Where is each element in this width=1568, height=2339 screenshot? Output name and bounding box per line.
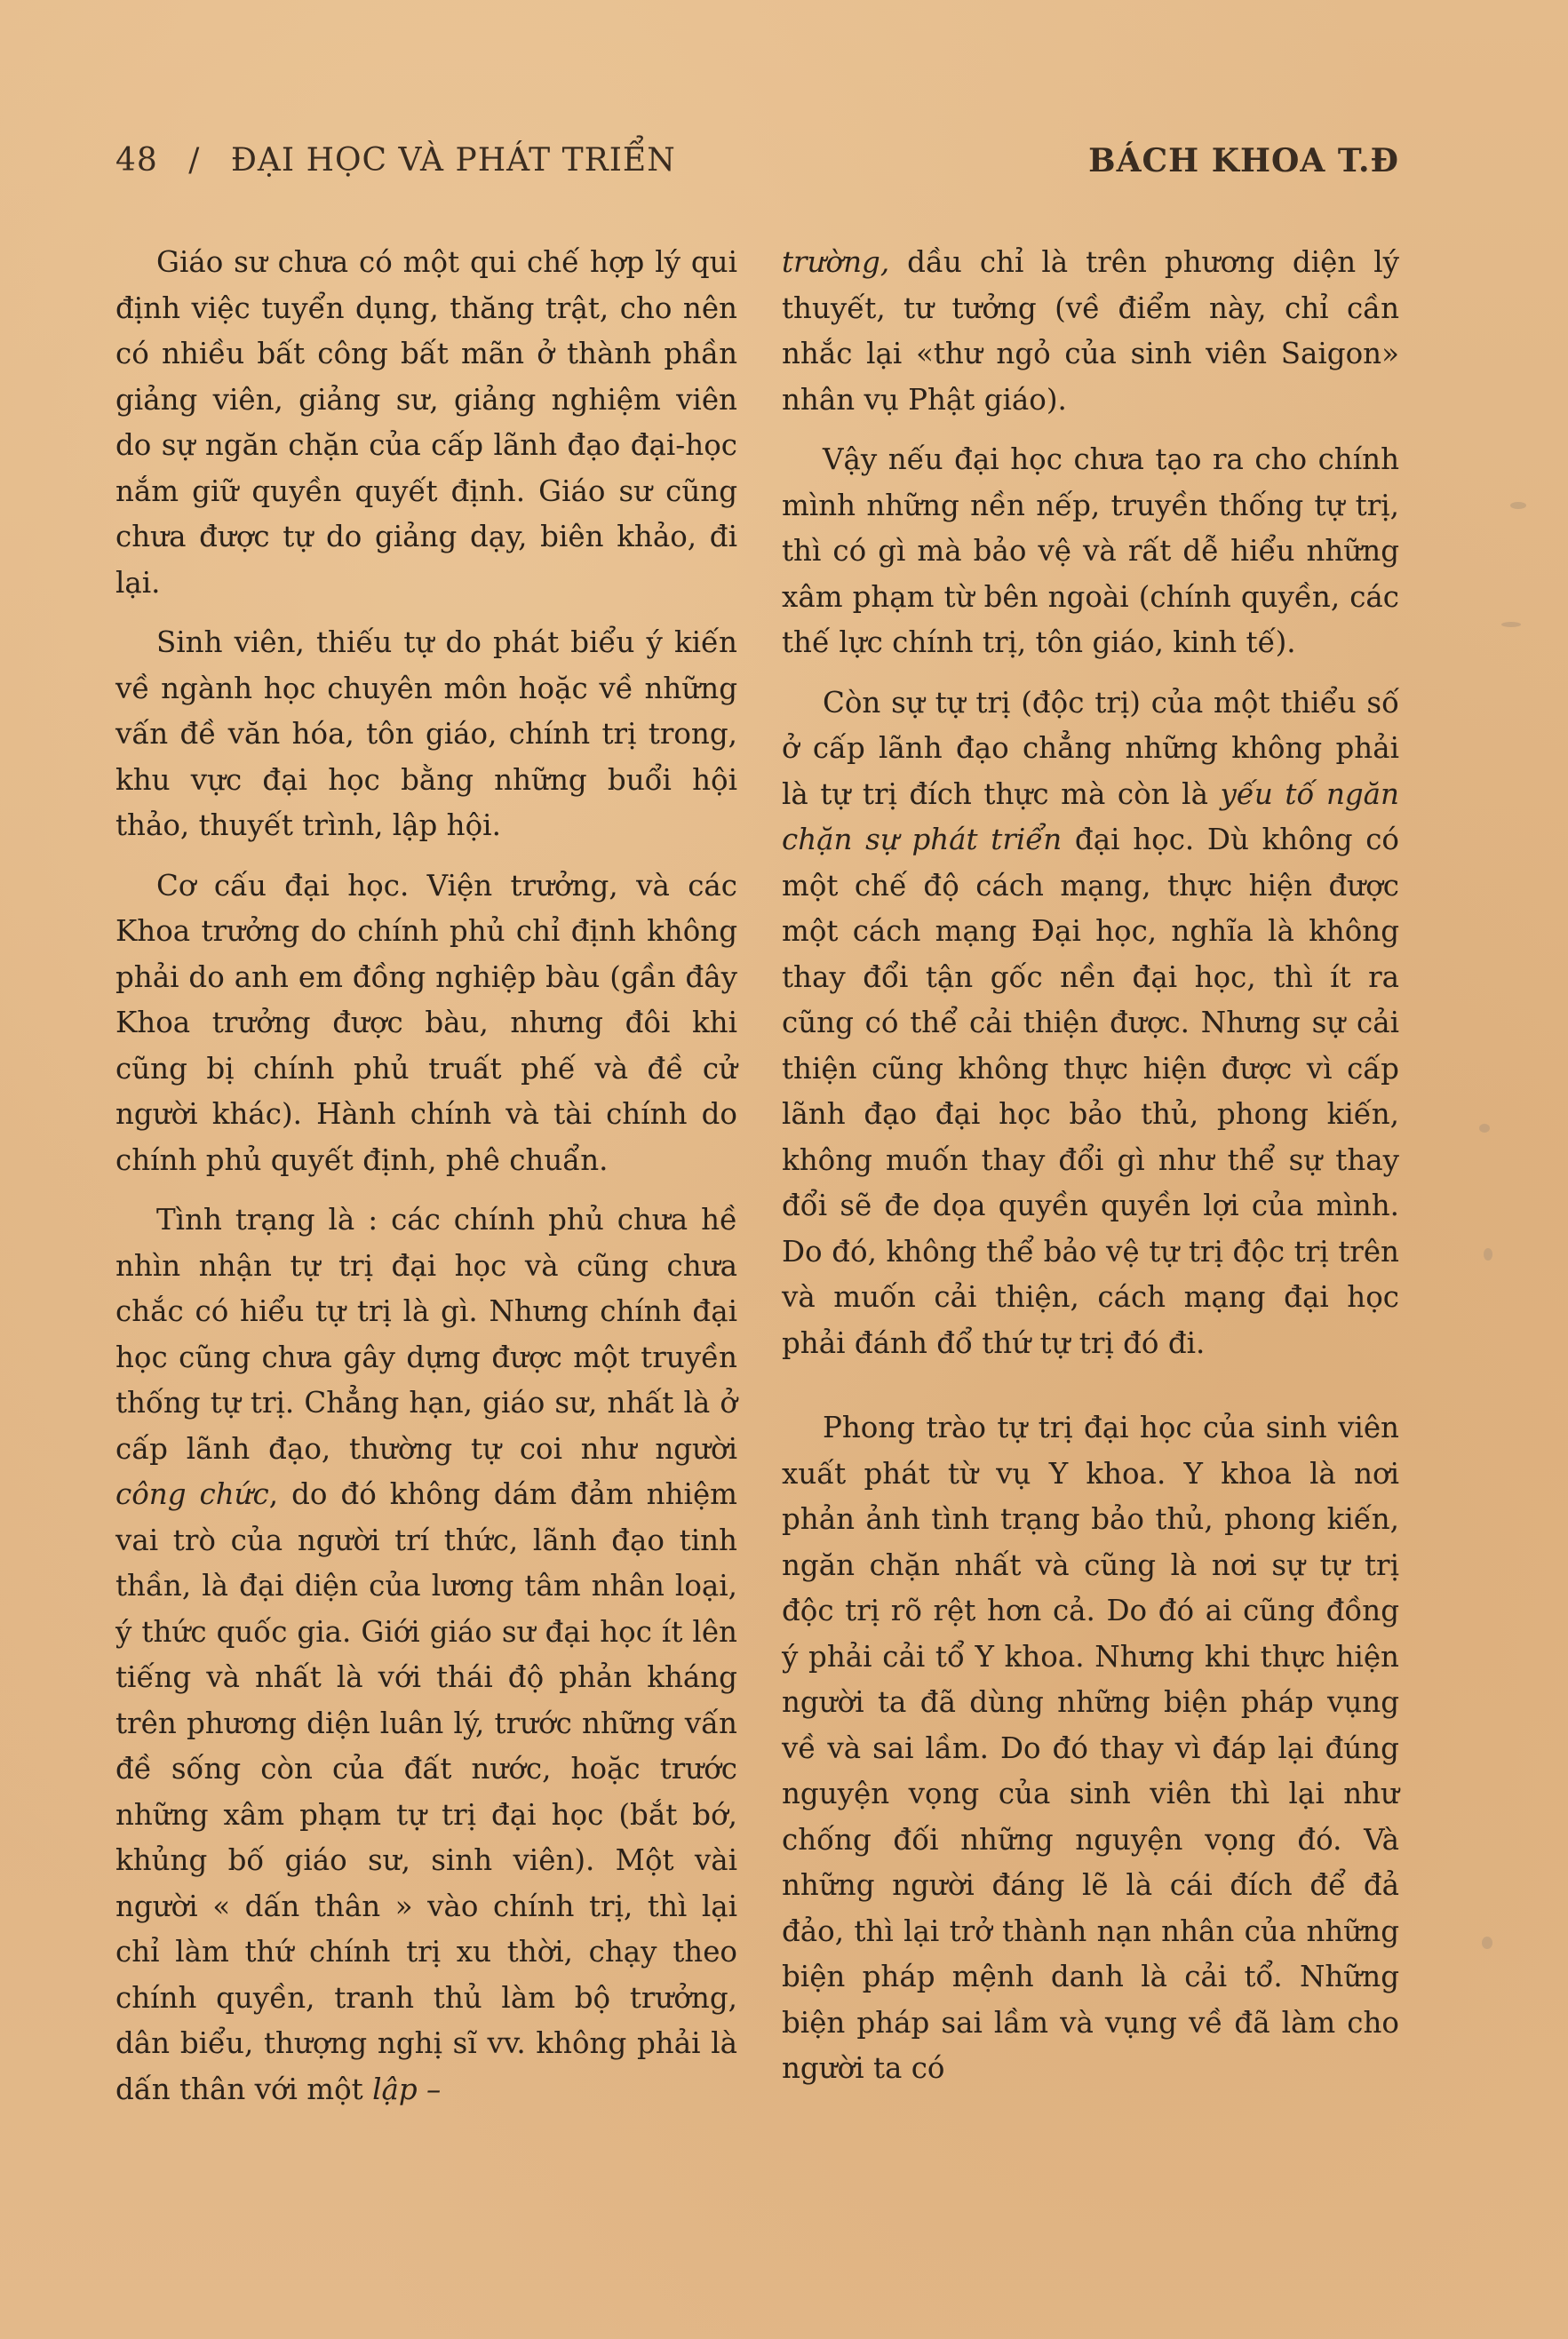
paragraph-students: Sinh viên, thiếu tự do phát biểu ý kiến về ngành học chuyên môn hoặc về những vấn đề văn hóa, tôn giáo, chính trị trong, khu vực đại học bằng những buổi hội thảo, thuyết trình, lập hội.	[115, 625, 737, 842]
page-number: 48	[115, 142, 158, 179]
right-column	[782, 240, 1399, 2106]
emphasis-text: yếu tố ngăn chặn sự phát triển	[782, 776, 1399, 856]
section-title: ĐẠI HỌC VÀ PHÁT TRIỂN	[230, 142, 676, 179]
emphasis-text: công chức	[115, 1477, 269, 1511]
paragraph-professors: Giáo sư chưa có một qui chế hợp lý qui định việc tuyển dụng, thăng trật, cho nên có nhiều bất công bất mãn ở thành phần giảng viên, giảng sư, giảng nghiệm viên do sự ngăn chặn của cấp lãnh đạo đại-học nắm giữ quyền quyết định. Giáo sư cũng chưa được tự do giảng dạy, biên khảo, đi lại.	[115, 245, 737, 600]
paragraph-situation	[115, 1197, 737, 2112]
text-run: Tình trạng là : các chính phủ chưa hề nhìn nhận tự trị đại học và cũng chưa chắc có hiểu tự trị là gì. Nhưng chính đại học cũng chưa gây dựng được một truyền thống tự trị. Chẳng hạn, giáo sư, nhất là ở cấp lãnh đạo, thường tự coi như người	[115, 1203, 737, 1466]
paragraph-movement: Phong trào tự trị đại học của sinh viên xuất phát từ vụ Y khoa. Y khoa là nơi phản ảnh tình trạng bảo thủ, phong kiến, ngăn chặn nhất và cũng là nơi sự tự trị độc trị rõ rệt hơn cả. Do đó ai cũng đồng ý phải cải tổ Y khoa. Nhưng khi thực hiện người ta đã dùng những biện pháp vụng về và sai lầm. Do đó thay vì đáp lại đúng nguyện vọng của sinh viên thì lại như chống đối những nguyện vọng đó. Và những người đáng lẽ là cái đích để đả đảo, thì lại trở thành nạn nhân của những biện pháp mệnh danh là cải tổ. Những biện pháp sai lầm và vụng về đã làm cho người ta có	[782, 1411, 1399, 2085]
text-run: , do đó không dám đảm nhiệm vai trò của người trí thức, lãnh đạo tinh thần, là đại diện của lương tâm nhân loại, ý thức quốc gia. Giới giáo sư đại học ít lên tiếng và nhất là với thái độ phản kháng trên phương diện luân lý, trước những vấn đề sống còn của đất nước, hoặc trước những xâm phạm tự trị đại học (bắt bớ, khủng bố giáo sư, sinh viên). Một vài người « dấn thân » vào chính trị, thì lại chỉ làm thứ chính trị xu thời, chạy theo chính quyền, tranh thủ làm bộ trưởng, dân biểu, thượng nghị sĩ vv. không phải là dấn thân với một	[115, 1477, 737, 2106]
paragraph-tradition: Vậy nếu đại học chưa tạo ra cho chính mình những nền nếp, truyền thống tự trị, thì có gì mà bảo vệ và rất dễ hiểu những xâm phạm từ bên ngoài (chính quyền, các thế lực chính trị, tôn giáo, kinh tế).	[782, 442, 1399, 659]
paper-spot	[1510, 502, 1526, 509]
running-header	[115, 142, 1399, 187]
text-run: đại học. Dù không có một chế độ cách mạng, thực hiện được một cách mạng Đại học, nghĩa là không thay đổi tận gốc nền đại học, thì ít ra cũng có thể cải thiện được. Nhưng sự cải thiện cũng không thực hiện được vì cấp lãnh đạo đại học bảo thủ, phong kiến, không muốn thay đổi gì như thể sự thay đổi sẽ đe dọa quyền quyền lợi của mình. Do đó, không thể bảo vệ tự trị độc trị trên và muốn cải thiện, cách mạng đại học phải đánh đổ thứ tự trị đó đi.	[782, 823, 1399, 1360]
left-column	[115, 240, 737, 2127]
paragraph-continuation	[782, 240, 1399, 423]
paper-spot	[1479, 1124, 1490, 1133]
paper-spot	[1484, 1248, 1492, 1261]
paper-spot	[1501, 622, 1521, 627]
header-separator: /	[188, 142, 201, 179]
emphasis-text: lập –	[372, 2072, 442, 2106]
emphasis-text: trường,	[782, 245, 890, 279]
paragraph-minority	[782, 680, 1399, 1367]
publication-title: BÁCH KHOA T.Đ	[1088, 142, 1399, 179]
paragraph-structure: Cơ cấu đại học. Viện trưởng, và các Khoa trưởng do chính phủ chỉ định không phải do anh em đồng nghiệp bàu (gần đây Khoa trưởng được bàu, nhưng đôi khi cũng bị chính phủ truất phế và đề cử người khác). Hành chính và tài chính do chính phủ quyết định, phê chuẩn.	[115, 868, 737, 1177]
header-left	[115, 142, 676, 179]
text-run: Còn sự tự trị (độc trị) của một thiểu số ở cấp lãnh đạo chẳng những không phải là tự trị đích thực mà còn là	[782, 685, 1399, 811]
text-run: dầu chỉ là trên phương diện lý thuyết, tư tưởng (về điểm này, chỉ cần nhắc lại «thư ngỏ của sinh viên Saigon» nhân vụ Phật giáo).	[782, 245, 1399, 417]
paper-spot	[1482, 1937, 1492, 1949]
